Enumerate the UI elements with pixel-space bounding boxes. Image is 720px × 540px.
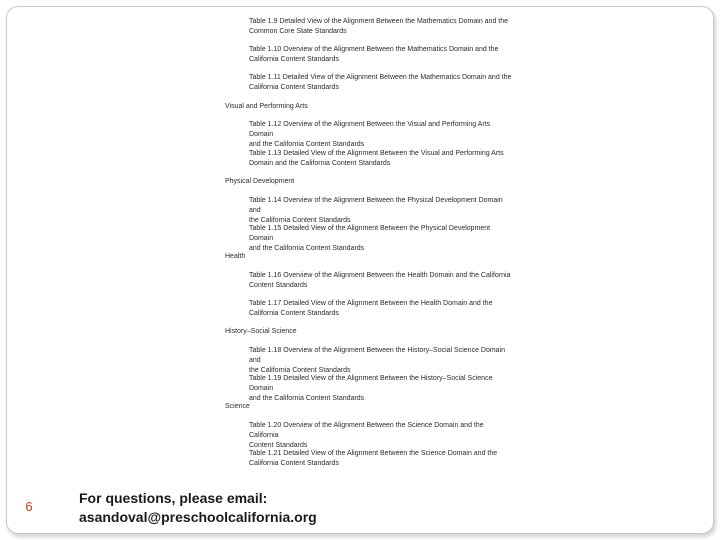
toc-section-heading: Visual and Performing Arts (225, 103, 308, 110)
toc-entry-line: Content Standards (249, 442, 308, 449)
toc-entry (249, 421, 513, 451)
toc-entry-line: Table 1.15 Detailed View of the Alignment Between the Physical Development Domain (249, 225, 491, 242)
toc-entry-line: Common Core State Standards (249, 28, 347, 35)
toc-entry (249, 374, 513, 404)
toc-entry-line: and the California Content Standards (249, 141, 365, 148)
toc-entry (249, 45, 513, 65)
toc-section-heading: History–Social Science (225, 328, 297, 335)
toc-entry-line: Domain and the California Content Standards (249, 160, 391, 167)
toc-entry-line: Table 1.11 Detailed View of the Alignment Between the Mathematics Domain and the (249, 74, 512, 81)
toc-entry-line: California Content Standards (249, 56, 339, 63)
toc-entry (249, 120, 513, 150)
slide-number: 6 (25, 499, 33, 514)
toc-entry-line: Table 1.16 Overview of the Alignment Between the Health Domain and the California (249, 272, 511, 279)
toc-entry-line: California Content Standards (249, 460, 339, 467)
toc-entry-line: and the California Content Standards (249, 395, 365, 402)
footer-contact-label: For questions, please email: (79, 490, 268, 506)
toc-section-heading: Science (225, 403, 250, 410)
toc-entry-line: and the California Content Standards (249, 245, 365, 252)
toc-entry-line: Table 1.18 Overview of the Alignment Between the History–Social Science Domain and (249, 347, 506, 364)
toc-entry-line: Table 1.19 Detailed View of the Alignment Between the History–Social Science Domain (249, 375, 493, 392)
toc-entry-line: Table 1.9 Detailed View of the Alignment Between the Mathematics Domain and the (249, 18, 509, 25)
toc-entry-line: California Content Standards (249, 84, 339, 91)
document-excerpt (222, 14, 522, 468)
toc-section-heading: Health (225, 253, 246, 260)
toc-entry (249, 271, 513, 291)
toc-entry-line: Table 1.14 Overview of the Alignment Between the Physical Development Domain and (249, 197, 503, 214)
toc-entry-line: Table 1.12 Overview of the Alignment Between the Visual and Performing Arts Domain (249, 121, 491, 138)
toc-entry-line: Table 1.13 Detailed View of the Alignment Between the Visual and Performing Arts (249, 150, 504, 157)
toc-entry (249, 17, 513, 37)
toc-entry (249, 346, 513, 376)
footer-contact (79, 489, 317, 527)
toc-entry-line: Table 1.10 Overview of the Alignment Between the Mathematics Domain and the (249, 46, 499, 53)
toc-entry-line: the California Content Standards (249, 367, 351, 374)
toc-entry-line: Table 1.17 Detailed View of the Alignment Between the Health Domain and the (249, 300, 493, 307)
toc-entry-line: Table 1.21 Detailed View of the Alignment Between the Science Domain and the (249, 450, 498, 457)
footer-contact-email: asandoval@preschoolcalifornia.org (79, 509, 317, 525)
toc-entry-line: California Content Standards (249, 310, 339, 317)
toc-entry-line: Content Standards (249, 282, 308, 289)
toc-section-heading: Physical Development (225, 178, 295, 185)
toc-entry-line: the California Content Standards (249, 217, 351, 224)
toc-entry-line: Table 1.20 Overview of the Alignment Between the Science Domain and the California (249, 422, 484, 439)
toc-entry (249, 196, 513, 226)
toc-entry (249, 149, 513, 169)
toc-entry (249, 299, 513, 319)
toc-entry (249, 449, 513, 468)
toc-entry (249, 224, 513, 254)
toc-entry (249, 73, 513, 93)
